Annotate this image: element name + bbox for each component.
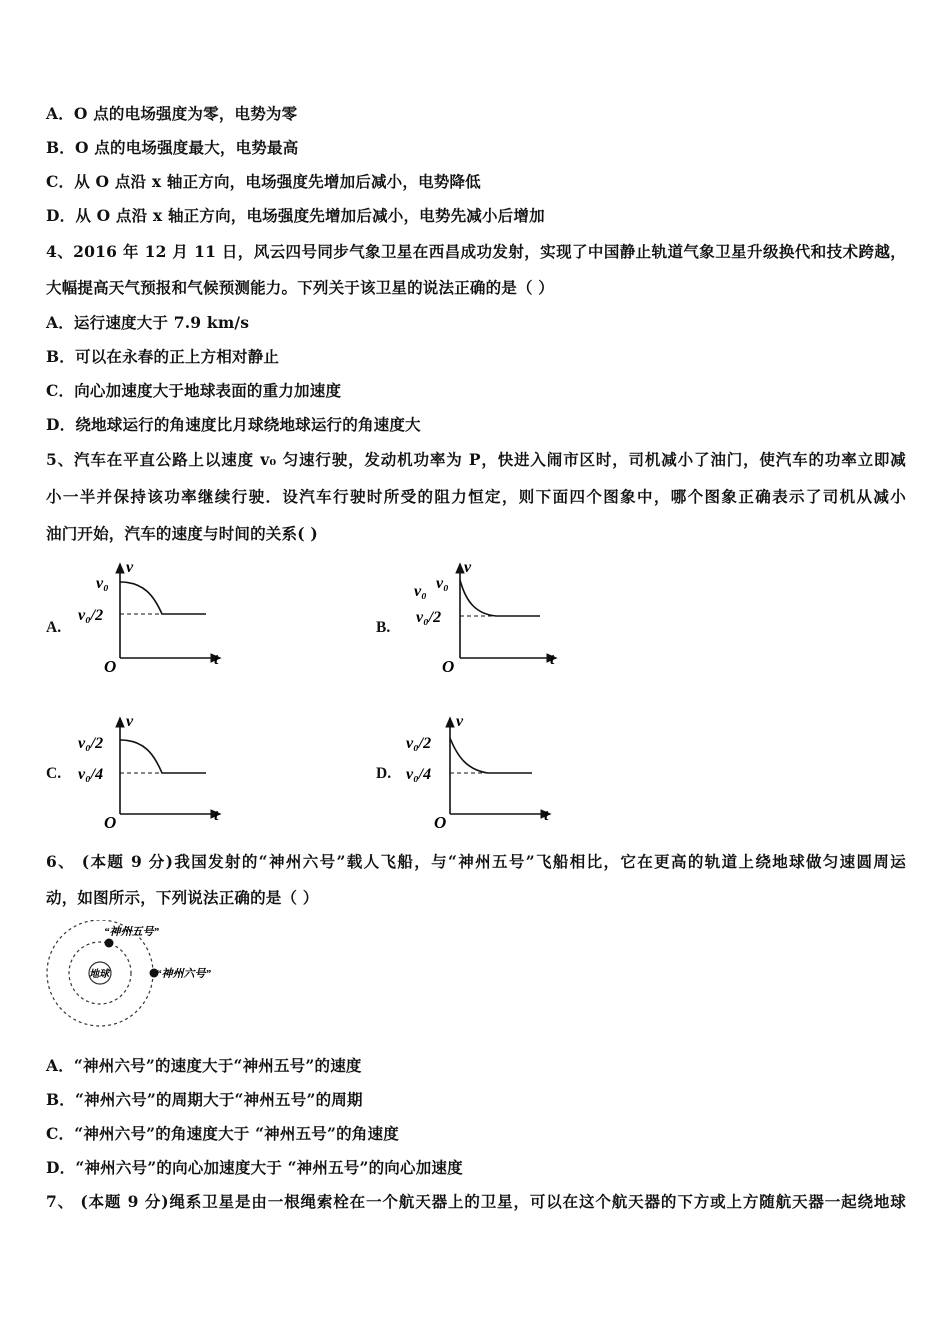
q6-stem-line1: 6、 (本题 9 分)我国发射的“神州六号”载人飞船，与“神州五号”飞船相比，它在更高的轨道上绕地球做匀速圆周运 [46, 852, 906, 871]
q3-option-d: D．从 O 点沿 x 轴正方向，电场强度先增加后减小，电势先减小后增加 [46, 206, 545, 225]
t-label: t [214, 807, 219, 824]
q7-stem-line1: 7、 (本题 9 分)绳系卫星是由一根绳索栓在一个航天器上的卫星，可以在这个航天器的下方或上方随航天器一起绕地球 [46, 1192, 906, 1211]
origin-label: O [104, 657, 117, 676]
q5-graph-b [400, 558, 570, 678]
top-value: v₀/2 [78, 735, 104, 752]
q5-graph-c-label: C. [46, 765, 62, 782]
top-value: v₀ [414, 583, 427, 600]
q6-option-d: D．“神州六号”的向心加速度大于 “神州五号”的向心加速度 [46, 1158, 463, 1177]
velocity-curve [450, 738, 532, 773]
q5-graph-b-label: B. [376, 619, 391, 636]
q4-option-a: A．运行速度大于 7.9 km/s [46, 313, 250, 332]
q5-graph-c [70, 712, 240, 836]
bottom-value: v₀/4 [78, 766, 104, 783]
q4-option-c: C．向心加速度大于地球表面的重力加速度 [46, 381, 342, 400]
q6-orbit-figure [40, 920, 240, 1032]
v-label: v [126, 713, 134, 730]
q5-stem-line3: 油门开始，汽车的速度与时间的关系( ) [46, 524, 318, 543]
q6-option-a: A．“神州六号”的速度大于“神州五号”的速度 [46, 1056, 362, 1075]
v-label: v [456, 713, 464, 730]
bottom-value: v₀/2 [78, 607, 104, 624]
q5-graph-d-label: D. [376, 765, 392, 782]
q5-stem-line2: 小一半并保持该功率继续行驶．设汽车行驶时所受的阻力恒定，则下面四个图象中，哪个图象正确表示了司机从减小 [46, 487, 906, 506]
q5-graph-a-label: A. [46, 619, 62, 636]
q5-graph-a [70, 558, 240, 678]
q4-option-d: D．绕地球运行的角速度比月球绕地球运行的角速度大 [46, 415, 421, 434]
t-label: t [550, 651, 555, 668]
velocity-curve [120, 740, 206, 773]
v-label: v [126, 559, 134, 576]
velocity-curve [460, 580, 540, 616]
shenzhou5-label: “神州五号” [104, 926, 159, 938]
bottom-value: v₀/4 [406, 766, 432, 783]
t-label: t [214, 651, 219, 668]
q5-stem-line1: 5、汽车在平直公路上以速度 v₀ 匀速行驶，发动机功率为 P，快进入闹市区时，司机减小了油门，使汽车的功率立即减 [46, 450, 906, 469]
top-value-2: v₀ [436, 575, 449, 592]
origin-label: O [442, 657, 455, 676]
q3-option-a: A．O 点的电场强度为零，电势为零 [46, 104, 298, 123]
bottom-value: v₀/2 [416, 609, 442, 626]
shenzhou6-label: “神州六号” [156, 968, 211, 980]
q3-option-b: B．O 点的电场强度最大，电势最高 [46, 138, 299, 157]
top-value: v₀/2 [406, 735, 432, 752]
q5-graph-d [400, 712, 570, 836]
shenzhou5-dot [105, 939, 114, 948]
top-value: v₀ [96, 575, 109, 592]
origin-label: O [434, 813, 447, 832]
earth-label: 地球 [89, 969, 109, 980]
v-label: v [464, 559, 472, 576]
q6-option-b: B．“神州六号”的周期大于“神州五号”的周期 [46, 1090, 363, 1109]
q6-option-c: C．“神州六号”的角速度大于 “神州五号”的角速度 [46, 1124, 399, 1143]
q3-option-c: C．从 O 点沿 x 轴正方向，电场强度先增加后减小，电势降低 [46, 172, 481, 191]
t-label: t [544, 807, 549, 824]
q4-option-b: B．可以在永春的正上方相对静止 [46, 347, 280, 366]
origin-label: O [104, 813, 117, 832]
q4-stem-line2: 大幅提高天气预报和气候预测能力。下列关于该卫星的说法正确的是（ ） [46, 278, 554, 297]
q4-stem-line1: 4、2016 年 12 月 11 日，风云四号同步气象卫星在西昌成功发射，实现了中国静止轨道气象卫星升级换代和技术跨越， [46, 242, 906, 261]
q6-stem-line2: 动，如图所示，下列说法正确的是（ ） [46, 888, 319, 907]
velocity-curve [120, 582, 206, 614]
